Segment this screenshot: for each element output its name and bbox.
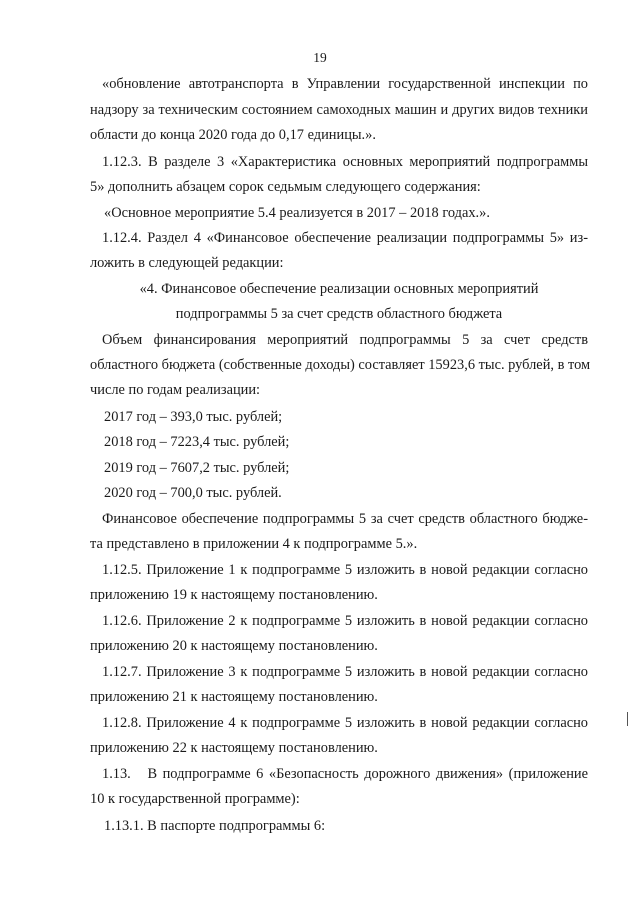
year-line: 2019 год – 7607,2 тыс. рублей; — [104, 460, 290, 476]
section-heading-line: подпрограммы 5 за счет средств областного бюджета — [175, 306, 503, 322]
year-line: 2017 год – 393,0 тыс. рублей; — [104, 409, 283, 425]
text-line: 1.12.8. Приложение 4 к подпрограмме 5 изложить в новой редакции согласно — [102, 715, 588, 731]
text-line: 10 к государственной программе): — [90, 791, 300, 807]
text-line: приложению 19 к настоящему постановлению. — [90, 587, 378, 603]
text-line: 5» дополнить абзацем сорок седьмым следующего содержания: — [90, 179, 481, 195]
text-line: «обновление автотранспорта в Управлении государственной инспекции по — [102, 76, 588, 92]
text-line: 1.12.5. Приложение 1 к подпрограмме 5 изложить в новой редакции согласно — [102, 562, 588, 578]
text-line: области до конца 2020 года до 0,17 единицы.». — [90, 127, 376, 143]
scan-edge-mark — [627, 712, 628, 726]
text-line: та представлено в приложении 4 к подпрограмме 5.». — [90, 536, 418, 552]
text-line: 1.12.6. Приложение 2 к подпрограмме 5 изложить в новой редакции согласно — [102, 613, 588, 629]
page-number: 19 — [313, 50, 327, 65]
text-line: 1.12.7. Приложение 3 к подпрограмме 5 изложить в новой редакции согласно — [102, 664, 588, 680]
text-line: 1.12.4. Раздел 4 «Финансовое обеспечение реализации подпрограммы 5» из- — [102, 230, 588, 246]
text-line: приложению 22 к настоящему постановлению. — [90, 740, 378, 756]
text-line: 1.12.3. В разделе 3 «Характеристика основных мероприятий подпрограммы — [102, 154, 588, 170]
section-heading-line: «4. Финансовое обеспечение реализации основных мероприятий — [139, 281, 539, 297]
text-line: областного бюджета (собственные доходы) составляет 15923,6 тыс. рублей, в том — [90, 357, 591, 373]
text-line: числе по годам реализации: — [90, 382, 261, 398]
text-line: надзору за техническим состоянием самоходных машин и других видов техники — [90, 102, 588, 118]
text-line: ложить в следующей редакции: — [90, 255, 284, 271]
text-line: «Основное мероприятие 5.4 реализуется в 2017 – 2018 годах.». — [104, 205, 490, 221]
text-line: 1.13. В подпрограмме 6 «Безопасность дорожного движения» (приложение — [102, 766, 588, 782]
year-line: 2020 год – 700,0 тыс. рублей. — [104, 485, 282, 501]
text-line: приложению 21 к настоящему постановлению. — [90, 689, 378, 705]
text-line: Финансовое обеспечение подпрограммы 5 за счет средств областного бюдже- — [102, 511, 588, 527]
text-line: 1.13.1. В паспорте подпрограммы 6: — [104, 818, 326, 834]
year-line: 2018 год – 7223,4 тыс. рублей; — [104, 434, 290, 450]
text-line: Объем финансирования мероприятий подпрограммы 5 за счет средств — [102, 332, 588, 348]
text-line: приложению 20 к настоящему постановлению. — [90, 638, 378, 654]
